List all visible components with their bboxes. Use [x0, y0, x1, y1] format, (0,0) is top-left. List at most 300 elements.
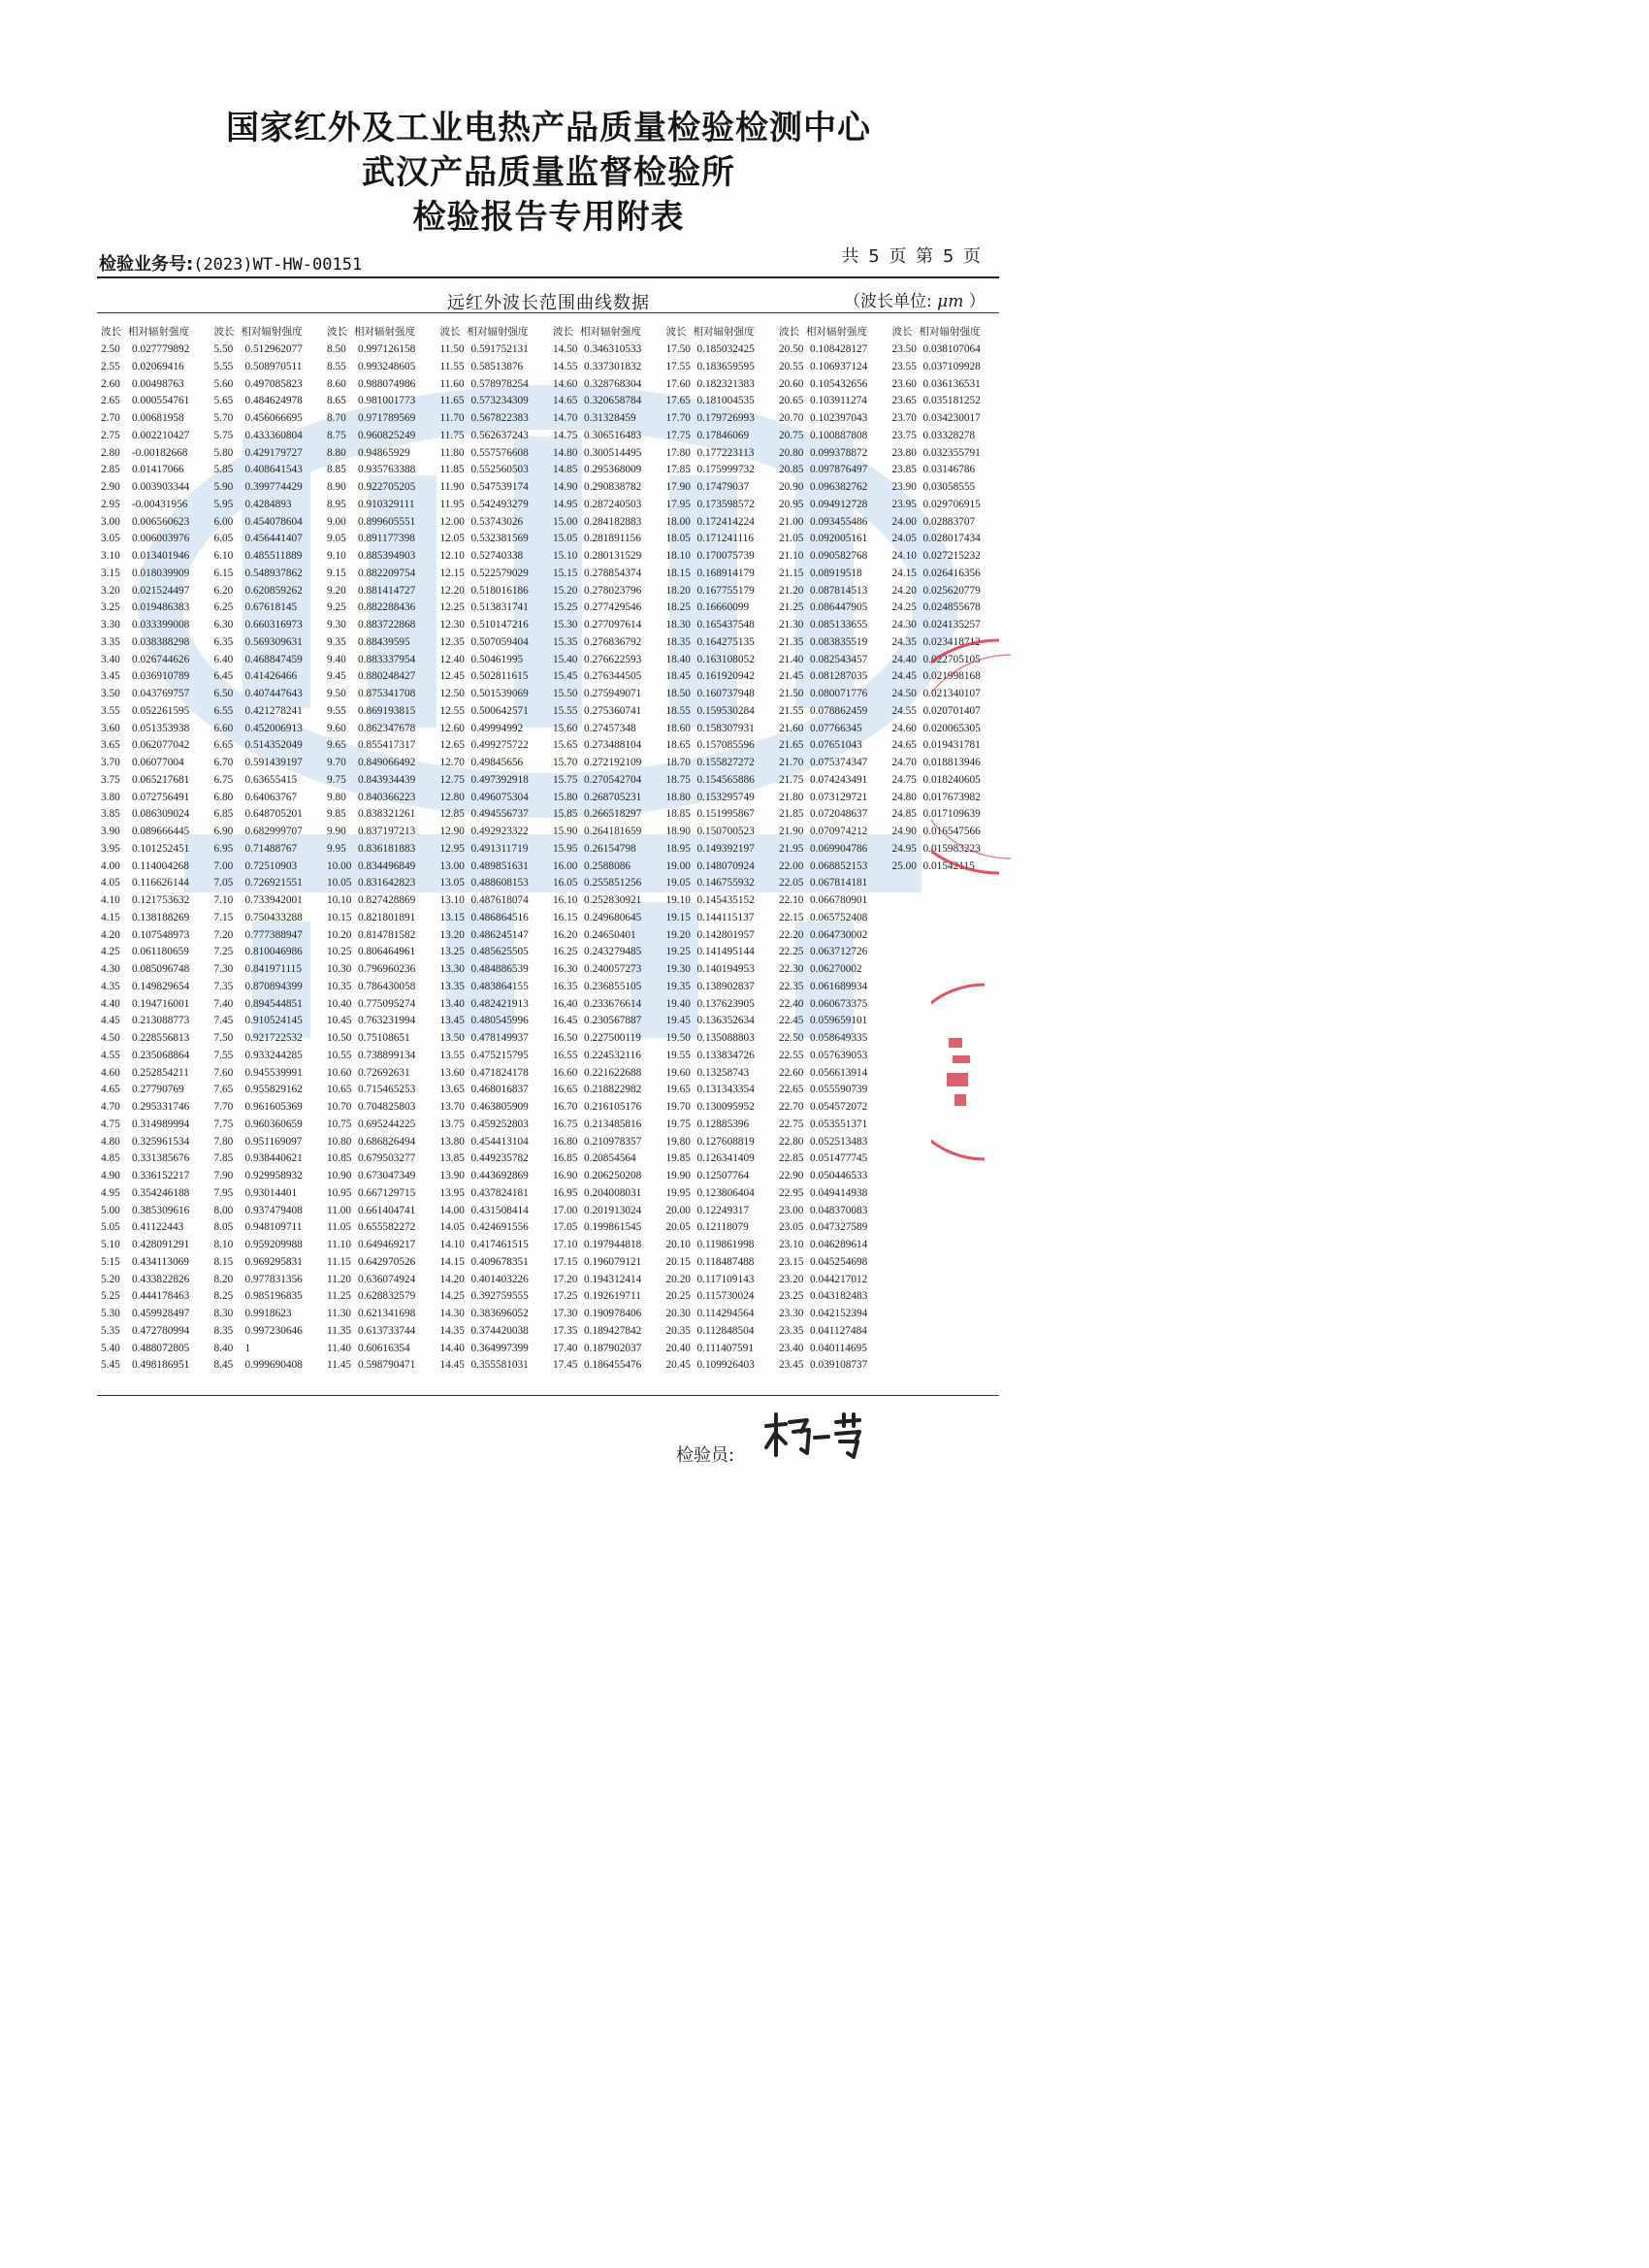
cell-intensity: 0.027215232: [922, 550, 981, 562]
cell-intensity: 0.149392197: [696, 842, 755, 855]
cell-wavelength: 21.85: [779, 808, 804, 821]
cell-wavelength: 18.55: [665, 704, 691, 717]
cell-intensity: 0.487618074: [470, 894, 529, 906]
cell-wavelength: 8.85: [327, 464, 346, 476]
cell-intensity: 0.20854564: [584, 1152, 636, 1165]
cell-wavelength: 7.00: [213, 859, 234, 872]
cell-wavelength: 18.70: [665, 757, 691, 768]
cell-intensity: 0.108428127: [810, 343, 868, 355]
cell-wavelength: 16.75: [553, 1118, 578, 1130]
cell-intensity: 0.937479408: [244, 1204, 303, 1216]
cell-wavelength: 5.95: [213, 498, 234, 510]
cell-intensity: 0.763231994: [358, 1015, 416, 1027]
cell-intensity: 0.478149937: [470, 1032, 529, 1044]
cell-intensity: 0.910329111: [358, 498, 415, 510]
cell-wavelength: 2.75: [101, 429, 120, 441]
cell-wavelength: 11.15: [327, 1255, 351, 1268]
cell-intensity: 0.17479037: [696, 481, 750, 493]
cell-intensity: 0.346310533: [584, 343, 642, 355]
cell-wavelength: 18.30: [665, 619, 691, 631]
cell-intensity: 0.882288436: [358, 601, 416, 614]
cell-intensity: 0.621341698: [358, 1308, 416, 1319]
cell-wavelength: 19.20: [665, 928, 691, 941]
cell-intensity: 0.121753632: [132, 894, 190, 906]
cell-intensity: 0.094912728: [810, 498, 868, 510]
cell-wavelength: 16.55: [553, 1049, 578, 1061]
cell-wavelength: 11.70: [439, 412, 465, 424]
cell-wavelength: 7.05: [213, 877, 234, 890]
cell-wavelength: 2.95: [101, 498, 120, 510]
cell-intensity: 0.364997399: [470, 1342, 529, 1354]
cell-wavelength: 16.35: [553, 980, 578, 992]
cell-intensity: 0.408641543: [244, 464, 303, 476]
cell-intensity: 0.9918623: [244, 1308, 292, 1319]
cell-intensity: 0.532381569: [470, 533, 529, 545]
cell-wavelength: 23.10: [779, 1239, 804, 1250]
cell-intensity: 0.417461515: [470, 1239, 529, 1250]
cell-intensity: 0.88439595: [358, 635, 410, 648]
cell-wavelength: 4.10: [101, 894, 120, 906]
cell-wavelength: 12.25: [439, 601, 465, 614]
cell-wavelength: 24.40: [891, 653, 917, 665]
cell-intensity: 0.733942001: [244, 894, 303, 906]
cell-wavelength: 19.15: [665, 911, 691, 923]
cell-wavelength: 7.30: [213, 963, 234, 975]
cell-intensity: 0.179726993: [696, 412, 755, 424]
cell-intensity: 0.489851631: [470, 859, 529, 872]
cell-intensity: 0.177223113: [696, 446, 755, 459]
cell-intensity: 0.496075304: [470, 791, 529, 803]
cell-intensity: 0.385309616: [132, 1204, 190, 1216]
cell-wavelength: 7.70: [213, 1101, 234, 1113]
cell-wavelength: 17.85: [665, 464, 691, 476]
cell-wavelength: 16.05: [553, 877, 578, 890]
cell-intensity: 0.035181252: [922, 395, 981, 407]
cell-intensity: 0.045254698: [810, 1255, 868, 1268]
cell-intensity: 0.591752131: [470, 343, 529, 355]
cell-wavelength: 23.30: [779, 1308, 804, 1319]
cell-intensity: 0.471824178: [470, 1066, 529, 1079]
cell-intensity: 0.501539069: [470, 688, 529, 699]
cell-intensity: 0.491311719: [470, 842, 529, 855]
cell-intensity: 0.006560623: [132, 515, 190, 528]
cell-intensity: 0.213485816: [584, 1118, 642, 1130]
cell-intensity: 0.183659595: [696, 360, 755, 373]
cell-wavelength: 8.95: [327, 498, 346, 510]
cell-intensity: 0.053551371: [810, 1118, 868, 1130]
cell-wavelength: 21.25: [779, 601, 804, 614]
unit-note: [844, 287, 986, 311]
cell-intensity: 0.038388298: [132, 635, 190, 648]
cell-wavelength: 17.55: [665, 360, 691, 373]
cell-intensity: 0.130095952: [696, 1101, 755, 1113]
cell-wavelength: 15.55: [553, 704, 578, 717]
cell-wavelength: 5.20: [101, 1273, 120, 1285]
cell-intensity: 0.910524145: [244, 1015, 303, 1027]
cell-intensity: 0.020701407: [922, 704, 981, 717]
cell-wavelength: 8.55: [327, 360, 346, 373]
cell-intensity: 0.12249317: [696, 1204, 750, 1216]
cell-wavelength: 9.70: [327, 757, 346, 768]
cell-intensity: 0.043182483: [810, 1290, 868, 1303]
cell-intensity: -0.00182668: [132, 446, 188, 459]
cell-wavelength: 21.35: [779, 635, 804, 648]
cell-wavelength: 16.95: [553, 1186, 578, 1199]
cell-wavelength: 3.40: [101, 653, 120, 665]
cell-intensity: 0.140194953: [696, 963, 755, 975]
cell-intensity: 0.080071776: [810, 688, 868, 699]
header-intensity: 相对辐射强度: [241, 326, 303, 338]
cell-wavelength: 16.65: [553, 1084, 578, 1096]
cell-wavelength: 12.70: [439, 757, 465, 768]
cell-wavelength: 16.30: [553, 963, 578, 975]
cell-intensity: 0.13258743: [696, 1066, 750, 1079]
cell-wavelength: 11.40: [327, 1342, 351, 1354]
cell-intensity: 0.157085596: [696, 739, 755, 752]
cell-wavelength: 14.45: [439, 1359, 465, 1372]
cell-intensity: 0.428091291: [132, 1239, 190, 1250]
cell-intensity: 0.082543457: [810, 653, 868, 665]
cell-wavelength: 12.55: [439, 704, 465, 717]
cell-intensity: 0.41426466: [244, 670, 298, 683]
unit-symbol: μm: [937, 292, 964, 311]
cell-wavelength: 18.90: [665, 826, 691, 837]
cell-intensity: 0.138902837: [696, 980, 755, 992]
cell-intensity: 0.138188269: [132, 911, 190, 923]
cell-wavelength: 3.95: [101, 842, 120, 855]
cell-wavelength: 14.85: [553, 464, 578, 476]
cell-intensity: 0.374420038: [470, 1324, 529, 1337]
cell-wavelength: 18.20: [665, 584, 691, 597]
cell-intensity: 0.433822826: [132, 1273, 190, 1285]
cell-wavelength: 6.15: [213, 567, 234, 579]
cell-intensity: 0.456066695: [244, 412, 303, 424]
cell-intensity: 0.164275135: [696, 635, 755, 648]
cell-intensity: 0.048370083: [810, 1204, 868, 1216]
cell-intensity: 0.218822982: [584, 1084, 642, 1096]
cell-wavelength: 21.15: [779, 567, 804, 579]
cell-wavelength: 11.25: [327, 1290, 351, 1303]
header-wavelength: 波长: [665, 326, 687, 338]
cell-intensity: 0.648705201: [244, 808, 303, 821]
cell-intensity: 0.485511889: [244, 550, 303, 562]
cell-wavelength: 4.05: [101, 877, 120, 890]
cell-wavelength: 16.40: [553, 997, 578, 1010]
cell-intensity: 0.101252451: [132, 842, 190, 855]
cell-intensity: 0.072048637: [810, 808, 868, 821]
cell-wavelength: 8.65: [327, 395, 346, 407]
cell-wavelength: 3.75: [101, 773, 120, 786]
cell-intensity: 0.642970526: [358, 1255, 416, 1268]
cell-wavelength: 12.60: [439, 722, 465, 734]
cell-intensity: 0.682999707: [244, 826, 303, 837]
cell-wavelength: 17.50: [665, 343, 691, 355]
cell-wavelength: 13.60: [439, 1066, 465, 1079]
cell-intensity: 0.142801957: [696, 928, 755, 941]
cell-wavelength: 2.90: [101, 481, 120, 493]
cell-wavelength: 7.85: [213, 1152, 234, 1165]
cell-intensity: 0.221622688: [584, 1066, 642, 1079]
cell-intensity: 0.328768304: [584, 377, 642, 390]
cell-wavelength: 21.40: [779, 653, 804, 665]
cell-wavelength: 3.55: [101, 704, 120, 717]
cell-wavelength: 9.95: [327, 842, 346, 855]
cell-wavelength: 21.05: [779, 533, 804, 545]
cell-intensity: 0.213088773: [132, 1015, 190, 1027]
cell-intensity: 0.021998168: [922, 670, 981, 683]
cell-intensity: 0.620859262: [244, 584, 303, 597]
cell-wavelength: 11.60: [439, 377, 465, 390]
cell-wavelength: 9.55: [327, 704, 346, 717]
cell-intensity: 0.290838782: [584, 481, 642, 493]
cell-intensity: 0.275949071: [584, 688, 642, 699]
cell-wavelength: 12.05: [439, 533, 465, 545]
cell-wavelength: 23.65: [891, 395, 917, 407]
cell-intensity: 0.60616354: [358, 1342, 410, 1354]
cell-intensity: 0.017673982: [922, 791, 981, 803]
cell-wavelength: 8.05: [213, 1221, 234, 1234]
cell-wavelength: 11.80: [439, 446, 465, 459]
cell-wavelength: 12.40: [439, 653, 465, 665]
cell-wavelength: 10.90: [327, 1170, 352, 1182]
cell-wavelength: 9.45: [327, 670, 346, 683]
cell-intensity: 0.044217012: [810, 1273, 868, 1285]
cell-intensity: 0.224532116: [584, 1049, 641, 1061]
cell-intensity: 0.042152394: [810, 1308, 868, 1319]
cell-intensity: 0.443692869: [470, 1170, 529, 1182]
cell-intensity: 0.01417066: [132, 464, 184, 476]
cell-wavelength: 5.05: [101, 1221, 120, 1234]
cell-intensity: 0.099378872: [810, 446, 868, 459]
cell-intensity: 0.046289614: [810, 1239, 868, 1250]
cell-wavelength: 20.85: [779, 464, 804, 476]
cell-wavelength: 10.60: [327, 1066, 352, 1079]
cell-wavelength: 20.35: [665, 1324, 691, 1337]
cell-wavelength: 20.60: [779, 377, 804, 390]
cell-intensity: 0.112848504: [696, 1324, 755, 1337]
cell-intensity: 0.883722868: [358, 619, 416, 631]
cell-wavelength: 24.35: [891, 635, 917, 648]
cell-intensity: 0.276836792: [584, 635, 642, 648]
cell-wavelength: 23.60: [891, 377, 917, 390]
cell-intensity: 0.841971115: [244, 963, 302, 975]
cell-wavelength: 16.90: [553, 1170, 578, 1182]
cell-intensity: 0.810046986: [244, 946, 303, 958]
cell-intensity: 0.276622593: [584, 653, 642, 665]
cell-wavelength: 4.25: [101, 946, 120, 958]
cell-wavelength: 14.05: [439, 1221, 465, 1234]
cell-wavelength: 16.00: [553, 859, 578, 872]
cell-wavelength: 10.55: [327, 1049, 352, 1061]
cell-intensity: 0.58513876: [470, 360, 524, 373]
cell-intensity: 0.985196835: [244, 1290, 303, 1303]
unit-prefix: （波长单位:: [844, 292, 938, 311]
cell-intensity: 0.160737948: [696, 688, 755, 699]
cell-intensity: 0.434113069: [132, 1255, 189, 1268]
cell-wavelength: 18.75: [665, 773, 691, 786]
cell-intensity: 0.050446533: [810, 1170, 868, 1182]
cell-wavelength: 14.50: [553, 343, 578, 355]
cell-intensity: 0.085096748: [132, 963, 190, 975]
cell-wavelength: 22.80: [779, 1135, 804, 1148]
cell-intensity: 0.31328459: [584, 412, 636, 424]
cell-intensity: 0.03058555: [922, 481, 976, 493]
cell-wavelength: 14.00: [439, 1204, 465, 1216]
cell-wavelength: 11.35: [327, 1324, 351, 1337]
cell-intensity: 0.277097614: [584, 619, 642, 631]
cell-intensity: 0.278023796: [584, 584, 642, 597]
cell-wavelength: 20.40: [665, 1342, 691, 1354]
cell-wavelength: 19.00: [665, 859, 691, 872]
cell-wavelength: 4.55: [101, 1049, 120, 1061]
cell-wavelength: 3.00: [101, 515, 120, 528]
cell-intensity: 0.186455476: [584, 1359, 642, 1372]
cell-wavelength: 6.00: [213, 515, 234, 528]
report-number-value: (2023)WT-HW-00151: [193, 255, 363, 275]
cell-intensity: 0.454413104: [470, 1135, 529, 1148]
cell-wavelength: 14.75: [553, 429, 578, 441]
cell-intensity: 0.306516483: [584, 429, 642, 441]
cell-intensity: 0.280131529: [584, 550, 642, 562]
cell-intensity: 0.891177398: [358, 533, 415, 545]
cell-wavelength: 11.05: [327, 1221, 351, 1234]
cell-wavelength: 17.35: [553, 1324, 578, 1337]
cell-wavelength: 9.05: [327, 533, 346, 545]
cell-wavelength: 2.70: [101, 412, 120, 424]
cell-wavelength: 19.60: [665, 1066, 691, 1079]
cell-intensity: 0.12507764: [696, 1170, 750, 1182]
cell-wavelength: 20.45: [665, 1359, 691, 1372]
cell-wavelength: 22.15: [779, 911, 804, 923]
cell-wavelength: 23.25: [779, 1290, 804, 1303]
cell-intensity: 0.018240605: [922, 773, 981, 786]
cell-intensity: 0.679503277: [358, 1152, 416, 1165]
cell-wavelength: 10.95: [327, 1186, 352, 1199]
cell-wavelength: 15.80: [553, 791, 578, 803]
cell-intensity: 0.53743026: [470, 515, 524, 528]
cell-intensity: 0.961605369: [244, 1101, 303, 1113]
cell-wavelength: 13.50: [439, 1032, 465, 1044]
cell-wavelength: 23.05: [779, 1221, 804, 1234]
cell-wavelength: 3.50: [101, 688, 120, 699]
cell-intensity: 0.037109928: [922, 360, 981, 373]
cell-intensity: 0.951169097: [244, 1135, 303, 1148]
cell-wavelength: 13.95: [439, 1186, 465, 1199]
cell-intensity: 0.041127484: [810, 1324, 867, 1337]
cell-intensity: 0.264181659: [584, 826, 642, 837]
cell-intensity: 0.855417317: [358, 739, 416, 752]
cell-intensity: 0.127608819: [696, 1135, 755, 1148]
cell-wavelength: 21.90: [779, 826, 804, 837]
cell-wavelength: 15.45: [553, 670, 578, 683]
cell-intensity: 0.557576608: [470, 446, 529, 459]
cell-intensity: 0.401403226: [470, 1273, 529, 1285]
cell-wavelength: 22.35: [779, 980, 804, 992]
cell-wavelength: 23.80: [891, 446, 917, 459]
cell-wavelength: 5.35: [101, 1324, 120, 1337]
cell-intensity: 0.039108737: [810, 1359, 868, 1372]
cell-intensity: 0.63655415: [244, 773, 298, 786]
cell-wavelength: 16.80: [553, 1135, 578, 1148]
cell-wavelength: 11.65: [439, 395, 465, 407]
cell-intensity: 0.431508414: [470, 1204, 529, 1216]
cell-wavelength: 6.10: [213, 550, 234, 562]
cell-wavelength: 17.25: [553, 1290, 578, 1303]
header-intensity: 相对辐射强度: [580, 326, 641, 338]
cell-intensity: 0.287240503: [584, 498, 642, 510]
cell-intensity: 0.107548973: [132, 928, 190, 941]
cell-intensity: 0.073129721: [810, 791, 868, 803]
cell-wavelength: 7.60: [213, 1066, 234, 1079]
cell-intensity: 0.038107064: [922, 343, 981, 355]
cell-wavelength: 17.80: [665, 446, 691, 459]
cell-wavelength: 13.35: [439, 980, 465, 992]
cell-wavelength: 12.20: [439, 584, 465, 597]
cell-wavelength: 17.65: [665, 395, 691, 407]
cell-intensity: 0.880248427: [358, 670, 416, 683]
cell-wavelength: 6.35: [213, 635, 234, 648]
cell-wavelength: 23.75: [891, 429, 917, 441]
cell-wavelength: 2.85: [101, 464, 120, 476]
cell-intensity: 0.163108052: [696, 653, 755, 665]
cell-wavelength: 23.90: [891, 481, 917, 493]
cell-wavelength: 11.30: [327, 1308, 351, 1319]
cell-wavelength: 16.70: [553, 1101, 578, 1113]
cell-intensity: 0.106937124: [810, 360, 868, 373]
cell-wavelength: 24.95: [891, 842, 917, 855]
cell-wavelength: 18.80: [665, 791, 691, 803]
cell-intensity: 0.01542115: [922, 859, 975, 872]
cell-wavelength: 21.75: [779, 773, 804, 786]
cell-intensity: 0.022705105: [922, 653, 981, 665]
cell-wavelength: 6.20: [213, 584, 234, 597]
cell-wavelength: 13.90: [439, 1170, 465, 1182]
cell-wavelength: 20.05: [665, 1221, 691, 1234]
cell-intensity: 0.024855678: [922, 601, 981, 614]
cell-intensity: 0.12885396: [696, 1118, 750, 1130]
cell-wavelength: 7.20: [213, 928, 234, 941]
inspector-signature: [759, 1409, 865, 1465]
cell-intensity: 0.94865929: [358, 446, 410, 459]
cell-wavelength: 24.20: [891, 584, 917, 597]
cell-wavelength: 21.00: [779, 515, 804, 528]
cell-intensity: 0.24650401: [584, 928, 636, 941]
cell-intensity: 0.444178463: [132, 1290, 190, 1303]
cell-intensity: 0.066780901: [810, 894, 868, 906]
cell-wavelength: 16.60: [553, 1066, 578, 1079]
cell-wavelength: 22.45: [779, 1015, 804, 1027]
cell-intensity: 0.154565886: [696, 773, 755, 786]
cell-wavelength: 20.30: [665, 1308, 691, 1319]
cell-wavelength: 8.50: [327, 343, 346, 355]
header-wavelength: 波长: [439, 326, 461, 338]
cell-intensity: 0.196079121: [584, 1255, 642, 1268]
cell-intensity: 0.268705231: [584, 791, 642, 803]
cell-wavelength: 13.75: [439, 1118, 465, 1130]
cell-intensity: 0.869193815: [358, 704, 416, 717]
cell-wavelength: 20.75: [779, 429, 804, 441]
cell-intensity: 0.086447905: [810, 601, 868, 614]
cell-intensity: 0.969295831: [244, 1255, 303, 1268]
cell-intensity: 0.433360804: [244, 429, 303, 441]
cell-wavelength: 14.95: [553, 498, 578, 510]
cell-wavelength: 7.80: [213, 1135, 234, 1148]
cell-wavelength: 17.30: [553, 1308, 578, 1319]
cell-wavelength: 10.70: [327, 1101, 352, 1113]
cell-intensity: 0.567822383: [470, 412, 529, 424]
cell-wavelength: 13.40: [439, 997, 465, 1010]
cell-intensity: 0.052261595: [132, 704, 190, 717]
